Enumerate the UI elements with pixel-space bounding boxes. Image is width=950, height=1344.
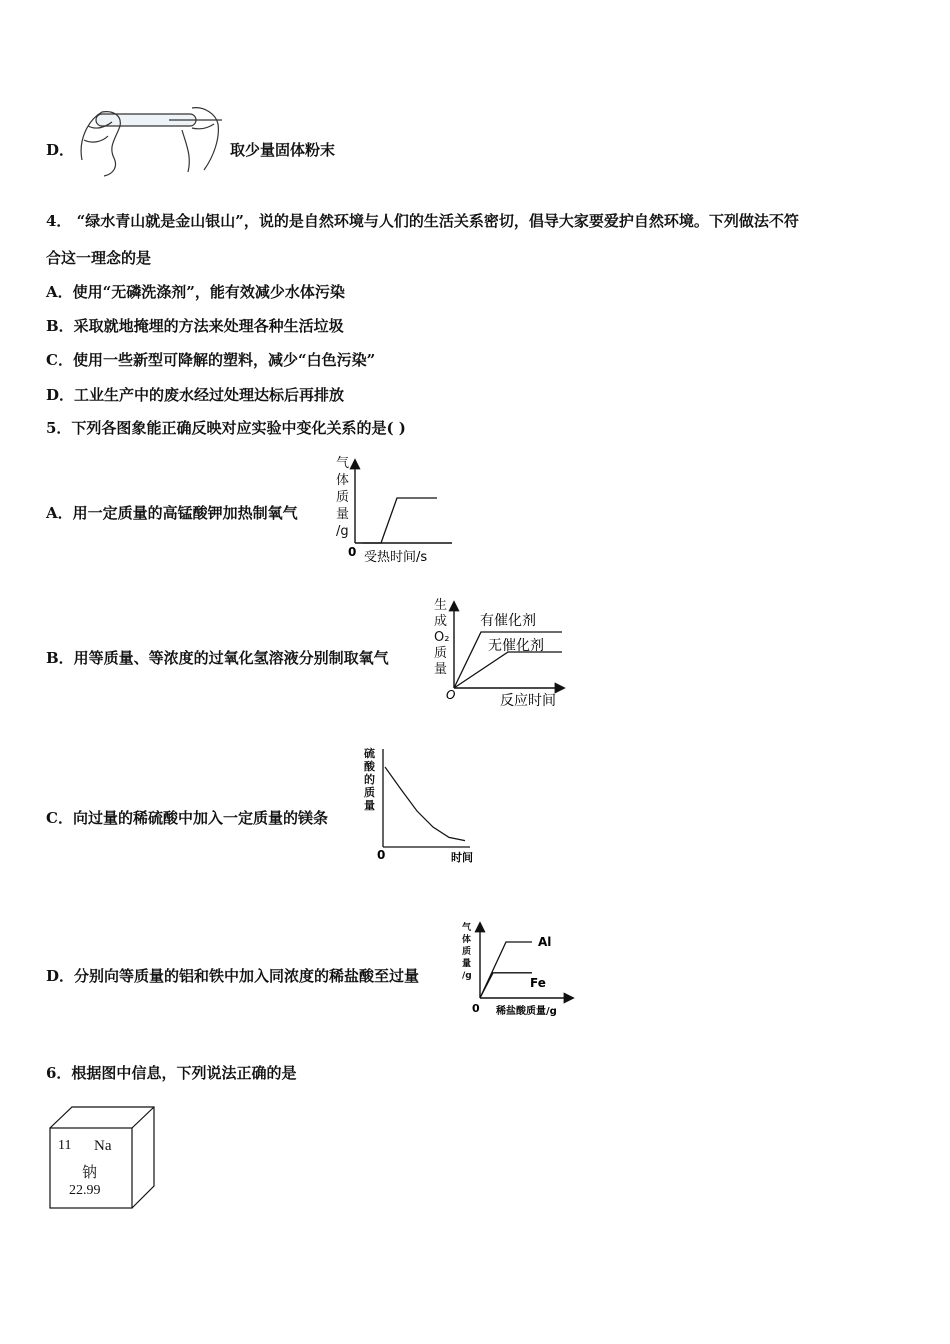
chart-d-label-fe: Fe (530, 976, 546, 990)
q3-option-d-text: 取少量固体粉末 (230, 141, 336, 159)
q5-stem: 5．下列各图象能正确反映对应实验中变化关系的是( ) (46, 419, 406, 437)
chart-c-origin: 0 (377, 848, 386, 862)
q6-stem: 6．根据图中信息，下列说法正确的是 (46, 1064, 297, 1082)
chart-a-ylabel-char: 质 (336, 490, 350, 505)
chart-d-ylabel-char: 体 (462, 935, 472, 945)
chart-b-ylabel-char: 生 (434, 598, 448, 613)
chart-d-series-fe (480, 973, 532, 998)
chart-b-xlabel: 反应时间 (500, 693, 556, 709)
hands-test-tube-icon (74, 100, 226, 178)
q4-option-c: C．使用一些新型可降解的塑料，减少“白色污染” (46, 351, 376, 369)
chart-c (355, 745, 485, 867)
element-atomic-number: 11 (58, 1138, 72, 1153)
q5-option-c: C．向过量的稀硫酸中加入一定质量的镁条 (46, 809, 328, 827)
q4-option-a: A．使用“无磷洗涤剂”，能有效减少水体污染 (46, 283, 345, 301)
chart-c-ylabel-char: 酸 (364, 760, 375, 773)
chart-b-series-without-catalyst (454, 652, 562, 688)
element-card-sodium (46, 1104, 158, 1212)
chart-d (458, 920, 578, 1022)
chart-d-label-al: Al (538, 935, 552, 949)
element-atomic-mass: 22.99 (69, 1183, 101, 1198)
q5-option-d: D．分别向等质量的铝和铁中加入同浓度的稀盐酸至过量 (46, 967, 420, 985)
chart-b-ylabel-char: 质 (434, 646, 448, 661)
chart-c-line (385, 767, 465, 841)
chart-b-origin: O (446, 688, 456, 702)
chart-a (328, 455, 458, 570)
chart-b-legend-without-catalyst: 无催化剂 (488, 638, 544, 654)
chart-a-ylabel-char: 量 (336, 507, 350, 522)
chart-a-origin: 0 (348, 545, 357, 559)
chart-a-xlabel: 受热时间/s (364, 550, 428, 565)
chart-c-ylabel-char: 量 (364, 799, 375, 812)
chart-c-ylabel-char: 的 (364, 773, 375, 786)
q5-option-a: A．用一定质量的高锰酸钾加热制氧气 (46, 504, 298, 522)
chart-a-ylabel-char: 气 (336, 456, 350, 471)
chart-b-legend-with-catalyst: 有催化剂 (480, 613, 536, 629)
element-name: 钠 (82, 1163, 98, 1181)
q4-option-b: B．采取就地掩埋的方法来处理各种生活垃圾 (46, 317, 344, 335)
chart-a-ylabel-char: /g (336, 524, 349, 539)
q4-stem-line2: 合这一理念的是 (46, 249, 152, 267)
q4-option-d: D．工业生产中的废水经过处理达标后再排放 (46, 386, 345, 404)
q3-option-d-label: D． (46, 141, 75, 159)
chart-d-ylabel-char: /g (462, 971, 472, 981)
chart-d-ylabel-char: 质 (462, 947, 472, 957)
chart-a-line (363, 498, 437, 543)
chart-d-xlabel: 稀盐酸质量/g (496, 1006, 557, 1017)
chart-c-xlabel: 时间 (451, 851, 473, 864)
chart-d-series-al (480, 942, 532, 998)
chart-c-ylabel-char: 质 (364, 786, 375, 799)
chart-b-ylabel-char: 量 (434, 662, 448, 677)
chart-d-ylabel-char: 气 (462, 923, 472, 933)
chart-b-ylabel-char: 成 (434, 614, 448, 629)
chart-d-ylabel-char: 量 (462, 959, 472, 969)
q4-stem-line1: 4． “绿水青山就是金山银山”，说的是自然环境与人们的生活关系密切，倡导大家要爱护自然环境。下列做法不符 (46, 212, 799, 230)
chart-c-ylabel-char: 硫 (364, 747, 375, 760)
chart-a-ylabel-char: 体 (336, 473, 350, 488)
chart-b-ylabel-char: O₂ (434, 630, 450, 645)
chart-b (428, 595, 578, 715)
chart-d-origin: 0 (472, 1002, 480, 1015)
element-symbol: Na (94, 1138, 112, 1154)
q5-option-b: B．用等质量、等浓度的过氧化氢溶液分别制取氧气 (46, 649, 389, 667)
